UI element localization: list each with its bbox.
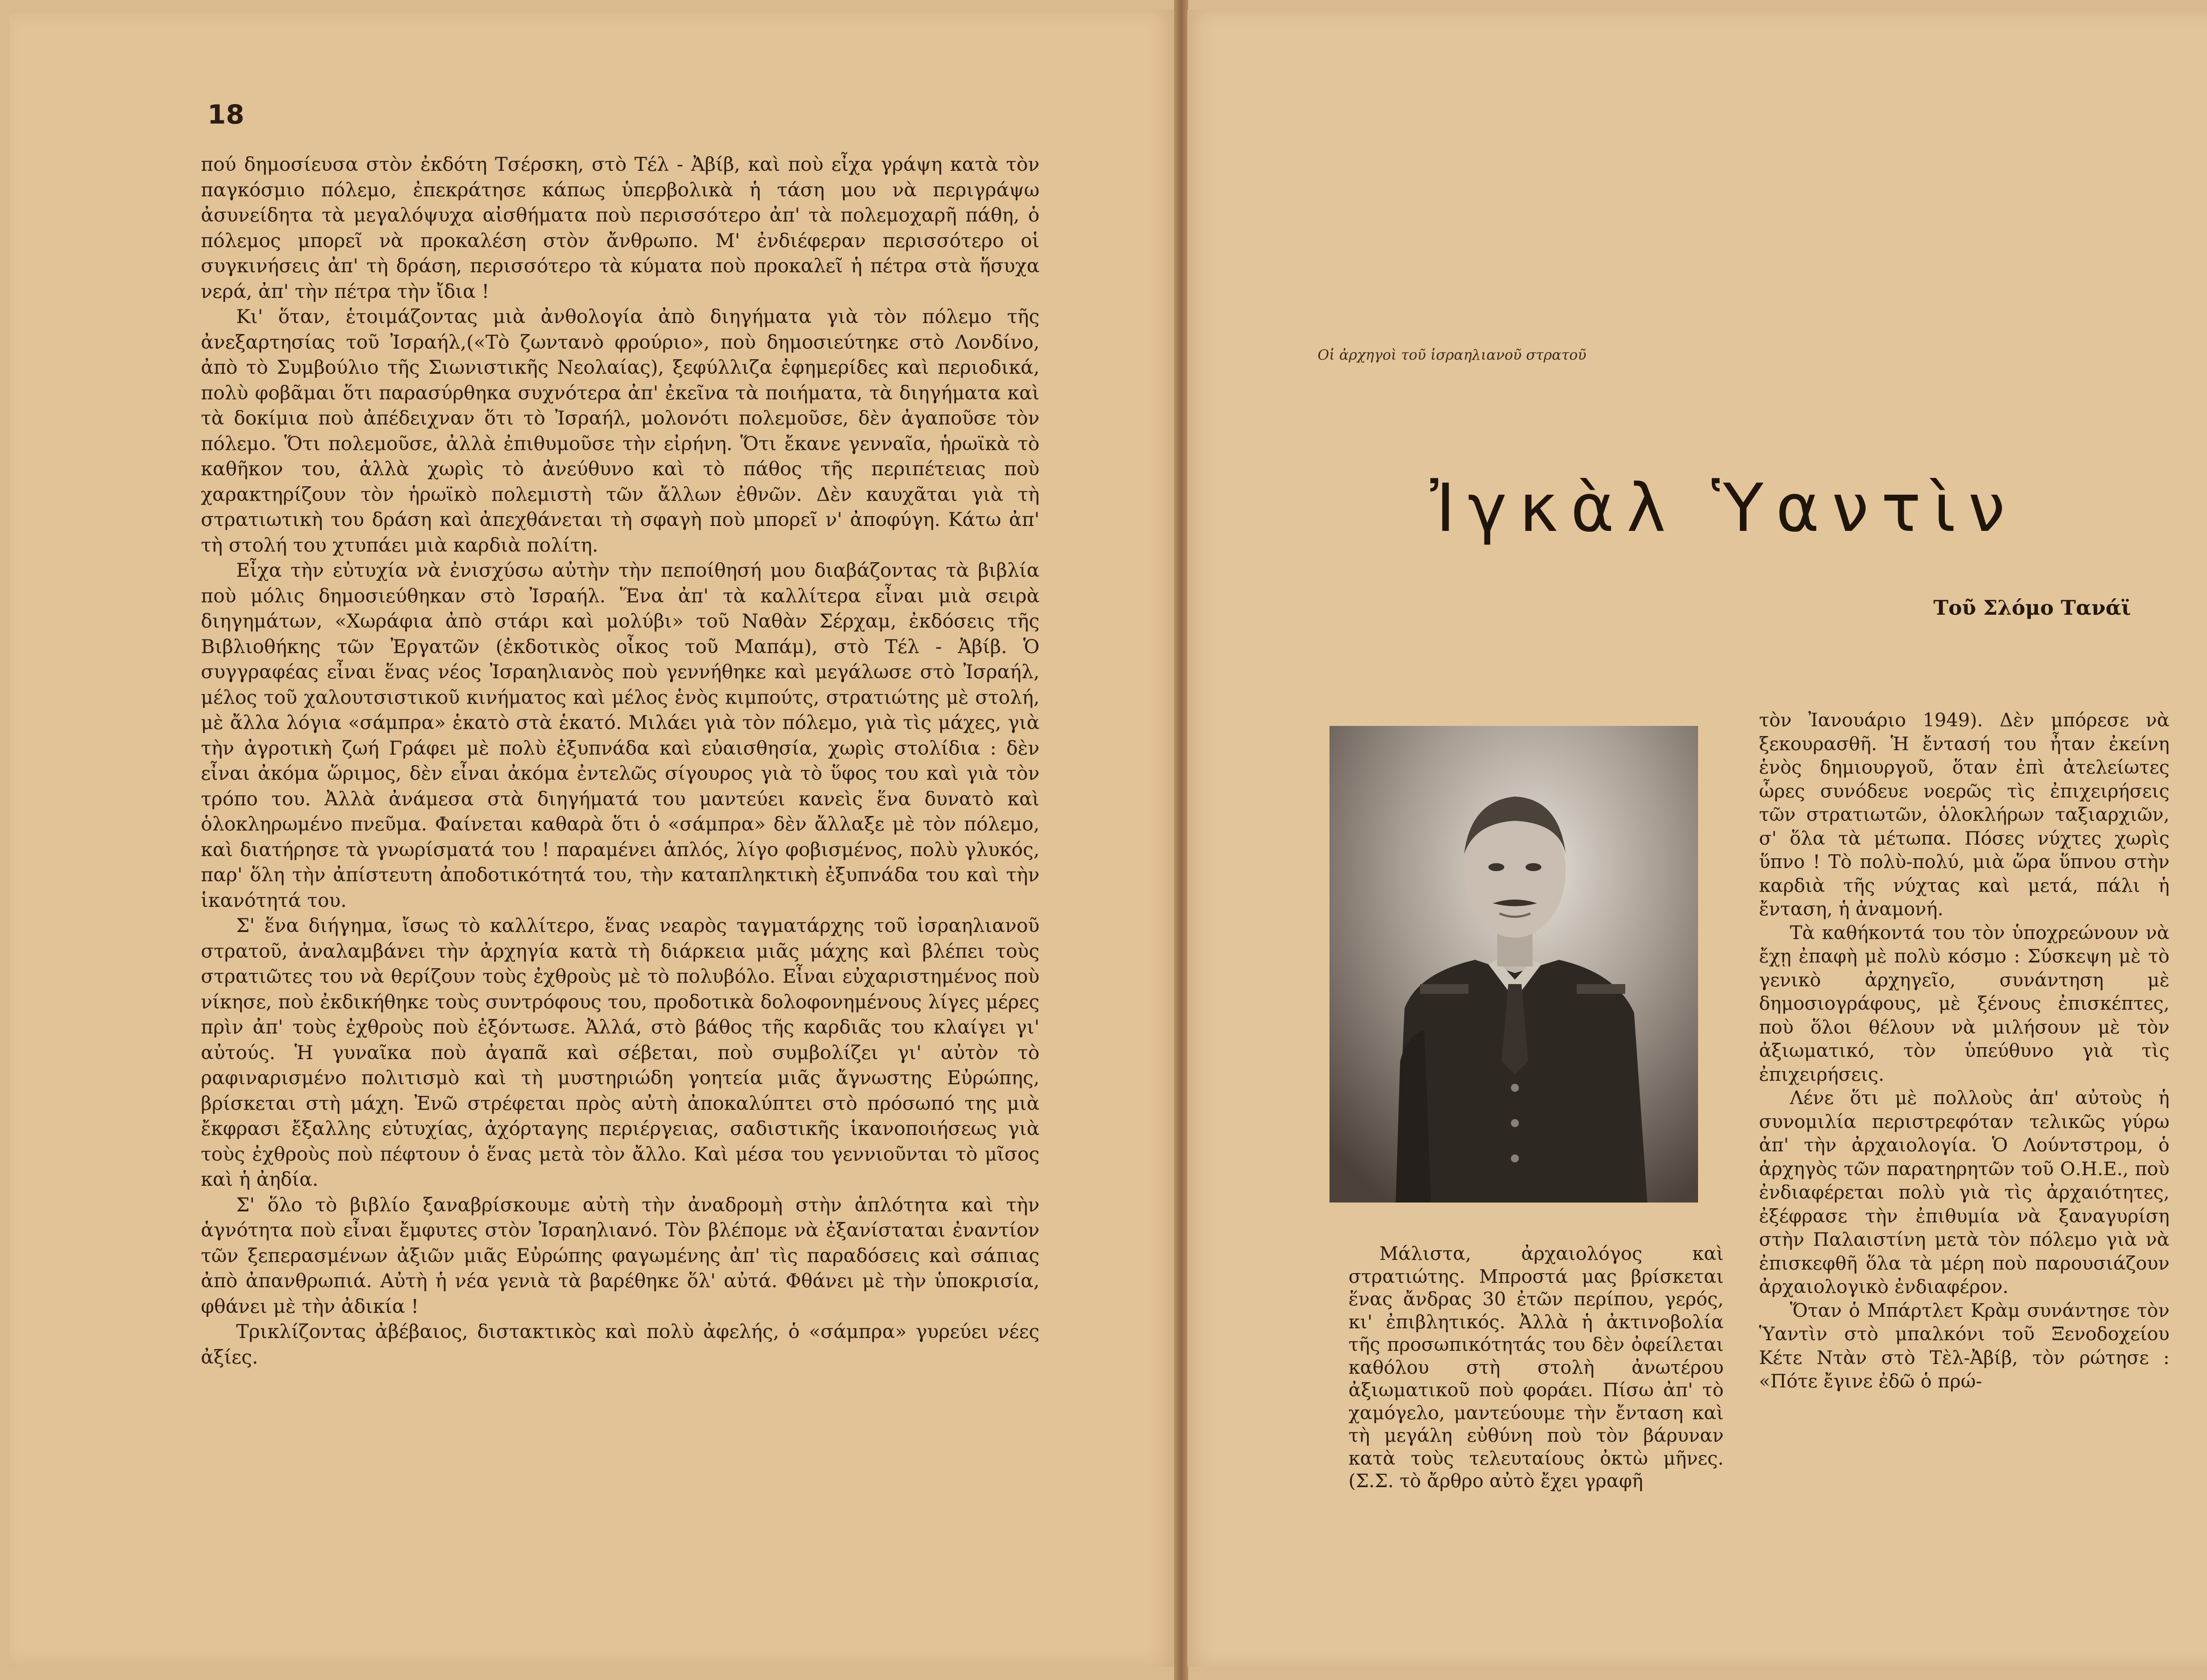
paragraph: πού δημοσίευσα στὸν ἐκδότη Τσέρσκη, στὸ Τέλ - Ἀβίβ, καὶ ποὺ εἶχα γράψη κατὰ τὸν παγκόσμιο πόλεμο, ἐπεκράτησε κάπως ὑπερβολικὰ ἡ τάση μου νὰ περιγράψω ἀσυνείδητα τὰ μεγαλόψυχα αἰσθήματα ποὺ περισσότερο ἀπ' τὰ πολεμοχαρῆ πάθη, ὁ πόλεμος μπορεῖ νὰ προκαλέση στὸν ἄνθρωπο. Μ' ἐνδιέφεραν περισσότερο οἱ συγκινήσεις ἀπ' τὴ δράση, περισσότερο τὰ κύματα ποὺ προκαλεῖ ἡ πέτρα στὰ ἥσυχα νερά, ἀπ' τὴν πέτρα τὴν ἴδια ! [201, 154, 1039, 303]
photo-caption: Οἱ ἀρχηγοὶ τοῦ ἰσραηλιανοῦ στρατοῦ [1318, 346, 1586, 363]
paragraph: Σ' ὅλο τὸ βιβλίο ξαναβρίσκουμε αὐτὴ τὴν ἀναδρομὴ στὴν ἁπλότητα καὶ τὴν ἁγνότητα ποὺ εἶναι ἔμφυτες στὸν Ἰσραηλιανό. Τὸν βλέπομε νὰ ἐξανίσταται ἐναντίον τῶν ξεπερασμένων ἀξιῶν μιᾶς Εὐρώπης φαγωμένης ἀπ' τὶς παραδόσεις καὶ σάπιας ἀπὸ ἀπανθρωπιά. Αὐτὴ ἡ νέα γενιὰ τὰ βαρέθηκε ὅλ' αὐτά. Φθάνει μὲ τὴν ὑποκρισία, φθάνει μὲ τὴν ἀδικία ! [201, 1194, 1039, 1318]
paragraph: Κι' ὅταν, ἑτοιμάζοντας μιὰ ἀνθολογία ἀπὸ διηγήματα γιὰ τὸν πόλεμο τῆς ἀνεξαρτησίας τοῦ Ἰσραήλ,(«Τὸ ζωντανὸ φρούριο», ποὺ δημοσιεύτηκε στὸ Λονδίνο, ἀπὸ τὸ Συμβούλιο τῆς Σιωνιστικῆς Νεολαίας), ξεφύλλιζα ἐφημερίδες καὶ περιοδικά, πολὺ φοβᾶμαι ὅτι παρασύρθηκα συχνότερα ἀπ' ἐκεῖνα τὰ ποιήματα, τὰ διηγήματα καὶ τὰ δοκίμια ποὺ ἀπέδειχναν ὅτι τὸ Ἰσραήλ, μολονότι πολεμοῦσε, δὲν ἀγαποῦσε τὸν πόλεμο. Ὅτι πολεμοῦσε, ἀλλὰ ἐπιθυμοῦσε τὴν εἰρήνη. Ὅτι ἔκανε γενναῖα, ἡρωϊκὰ τὸ καθῆκον του, ἀλλὰ χωρὶς τὸ ἀνεύθυνο καὶ τὸ πάθος τῆς περιπέτειας ποὺ χαρακτηρίζουν τὸν ἡρωϊκὸ πολεμιστὴ τῶν ἄλλων ἐθνῶν. Δὲν καυχᾶται γιὰ τὴ στρατιωτικὴ του δράση καὶ ἀπεχθάνεται τὴ σφαγὴ ποὺ μπορεῖ ν' ἀποφύγη. Κάτω ἀπ' τὴ στολή του χτυπάει μιὰ καρδιὰ πολίτη. [201, 306, 1039, 556]
paragraph: Τὰ καθήκοντά του τὸν ὑποχρεώνουν νὰ ἔχῃ ἐπαφὴ μὲ πολὺ κόσμο : Σύσκεψη μὲ τὸ γενικὸ ἀρχηγεῖο, συνάντηση μὲ δημοσιογράφους, μὲ ξένους ἐπισκέπτες, ποὺ ὅλοι θέλουν νὰ μιλήσουν μὲ τὸν ἀξιωματικό, τὸν ὑπεύθυνο γιὰ τὶς ἐπιχειρήσεις. [1759, 921, 2169, 1085]
page-number: 18 [207, 99, 245, 130]
paragraph: Σ' ἕνα διήγημα, ἴσως τὸ καλλίτερο, ἕνας νεαρὸς ταγματάρχης τοῦ ἰσραηλιανοῦ στρατοῦ, ἀναλαμβάνει τὴν ἀρχηγία κατὰ τὴ διάρκεια μιᾶς μάχης καὶ βλέπει τοὺς στρατιῶτες του νὰ θερίζουν τοὺς ἐχθροὺς μὲ τὸ πολυβόλο. Εἶναι εὐχαριστημένος ποὺ νίκησε, ποὺ ἐκδικήθηκε τοὺς συντρόφους του, προδοτικὰ δολοφονημένους λίγες μέρες πρὶν ἀπ' τοὺς ἐχθροὺς ποὺ ἐξόντωσε. Ἀλλά, στὸ βάθος τῆς καρδιᾶς του κλαίγει γι' αὐτούς. Ἡ γυναῖκα ποὺ ἀγαπᾶ καὶ σέβεται, ποὺ συμβολίζει γι' αὐτὸν τὸ ραφιναρισμένο πολιτισμὸ καὶ τὴ μυστηριώδη γοητεία μιᾶς ἄγνωστης Εὐρώπης, βρίσκεται στὴ μάχη. Ἐνῶ στρέφεται πρὸς αὐτὴ ἀποκαλύπτει στὸ πρόσωπό της μιὰ ἔκφρασι ἔξαλλης εὐτυχίας, ἀχόρταγης περιέργειας, σαδιστικῆς ἱκανοποιήσεως γιὰ τοὺς ἐχθροὺς ποὺ πέφτουν ὁ ἕνας μετὰ τὸν ἄλλο. Καὶ μέσα του γεννιοῦνται τὸ μῖσος καὶ ἡ ἀηδία. [201, 915, 1039, 1191]
paragraph: Εἶχα τὴν εὐτυχία νὰ ἐνισχύσω αὐτὴν τὴν πεποίθησή μου διαβάζοντας τὰ βιβλία ποὺ μόλις δημοσιεύθηκαν στὸ Ἰσραήλ. Ἕνα ἀπ' τὰ καλλίτερα εἶναι μιὰ σειρὰ διηγημάτων, «Χωράφια ἀπὸ στάρι καὶ μολύβι» τοῦ Ναθὰν Σέρχαμ, ἐκδόσεις τῆς Βιβλιοθήκης τῶν Ἐργατῶν (ἐκδοτικὸς οἶκος τοῦ Μαπάμ), στὸ Τέλ - Ἀβίβ. Ὁ συγγραφέας εἶναι ἕνας νέος Ἰσραηλιανὸς ποὺ γεννήθηκε καὶ μεγάλωσε στὸ Ἰσραήλ, μέλος τοῦ χαλουτσιστικοῦ κινήματος καὶ μέλος ἑνὸς κιμπούτς, στρατιώτης μὲ στολή, μὲ ἄλλα λόγια «σάμπρα» ἑκατὸ στὰ ἑκατό. Μιλάει γιὰ τὸν πόλεμο, γιὰ τὶς μάχες, γιὰ τὴν ἀγροτικὴ ζωή Γράφει μὲ πολὺ ἐξυπνάδα καὶ εὐαισθησία, χωρὶς στολίδια : δὲν εἶναι ἀκόμα ὥριμος, δὲν εἶναι ἀκόμα ἐντελῶς σίγουρος γιὰ τὸ ὕφος του καὶ γιὰ τὸν τρόπο του. Ἀλλὰ ἀνάμεσα στὰ διηγήματά του μαντεύει κανεὶς ἕνα δυνατὸ καὶ ὁλοκληρωμένο πνεῦμα. Φαίνεται καθαρὰ ὅτι ὁ «σάμπρα» δὲν ἄλλαξε μὲ τὸν πόλεμο, καὶ διατήρησε τὰ γνωρίσματά του ! παραμένει ἁπλός, λίγο φοβισμένος, πολὺ γλυκός, παρ' ὅλη τὴν ἀπίστευτη ἀποδοτικότητά του, τὴν καταπληκτικὴ ἐξυπνάδα του καὶ τὴν ἱκανότητά του. [201, 560, 1039, 912]
paragraph: τὸν Ἰανουάριο 1949). Δὲν μπόρεσε νὰ ξεκουρασθῆ. Ἡ ἔντασή του ἦταν ἐκείνη ἑνὸς δημιουργοῦ, ὅταν ἐπὶ ἀτελείωτες ὧρες συνόδευε νοερῶς τὶς ἐπιχειρήσεις τῶν στρατιωτῶν, ὁλοκλήρων ταξιαρχιῶν, σ' ὅλα τὰ μέτωπα. Πόσες νύχτες χωρὶς ὕπνο ! Τὸ πολὺ-πολύ, μιὰ ὥρα ὕπνου στὴν καρδιὰ τῆς νύχτας καὶ μετά, πάλι ἡ ἔνταση, ἡ ἀναμονή. [1759, 709, 2169, 920]
article-title: Ἰγκὰλ Ὑαντὶν [1430, 470, 2018, 547]
book-gutter [1174, 0, 1188, 1680]
paragraph: Λένε ὅτι μὲ πολλοὺς ἀπ' αὐτοὺς ἡ συνομιλία περιστρεφόταν τελικῶς γύρω ἀπ' τὴν ἀρχαιολογία. Ὁ Λούντστρομ, ὁ ἀρχηγὸς τῶν παρατηρητῶν τοῦ Ο.Η.Ε., ποὺ ἐνδιαφέρεται πολὺ γιὰ τὶς ἀρχαιότητες, ἐξέφρασε τὴν ἐπιθυμία νὰ ξαναγυρίση στὴν Παλαιστίνη μετὰ τὸν πόλεμο γιὰ νὰ ἐπισκεφθῆ ὅλα τὰ μέρη ποὺ παρουσιάζουν ἀρχαιολογικὸ ἐνδιαφέρον. [1759, 1087, 2169, 1297]
portrait-photo [1329, 726, 1698, 1203]
portrait-photo-icon [1329, 726, 1698, 1203]
paragraph: Ὅταν ὁ Μπάρτλετ Κρὰμ συνάντησε τὸν Ὑαντὶν στὸ μπαλκόνι τοῦ Ξενοδοχείου Κέτε Ντὰν στὸ Τὲλ-Ἀβίβ, τὸν ρώτησε : «Πότε ἔγινε ἐδῶ ὁ πρώ- [1759, 1299, 2169, 1392]
left-article-text [201, 152, 1039, 1370]
paragraph: Μάλιστα, ἀρχαιολόγος καὶ στρατιώτης. Μπροστά μας βρίσκεται ἕνας ἄνδρας 30 ἐτῶν περίπου, γερός, κι' ἐπιβλητικός. Ἀλλὰ ἡ ἀκτινοβολία τῆς προσωπικότητάς του δὲν ὀφείλεται καθόλου στὴ στολὴ ἀνωτέρου ἀξιωματικοῦ ποὺ φοράει. Πίσω ἀπ' τὸ χαμόγελο, μαντεύουμε τὴν ἔνταση καὶ τὴ μεγάλη εὐθύνη ποὺ τὸν βάρυναν κατὰ τοὺς τελευταίους ὀκτὼ μῆνες. (Σ.Σ. τὸ ἄρθρο αὐτὸ ἔχει γραφῆ [1348, 1243, 1724, 1492]
paragraph: Τρικλίζοντας ἀβέβαιος, διστακτικὸς καὶ πολὺ ἀφελής, ὁ «σάμπρα» γυρεύει νέες ἀξίες. [201, 1321, 1039, 1368]
article-author: Τοῦ Σλόμο Τανάϊ [1933, 596, 2131, 620]
article-column-left [1348, 1242, 1724, 1492]
article-column-right [1759, 708, 2169, 1393]
